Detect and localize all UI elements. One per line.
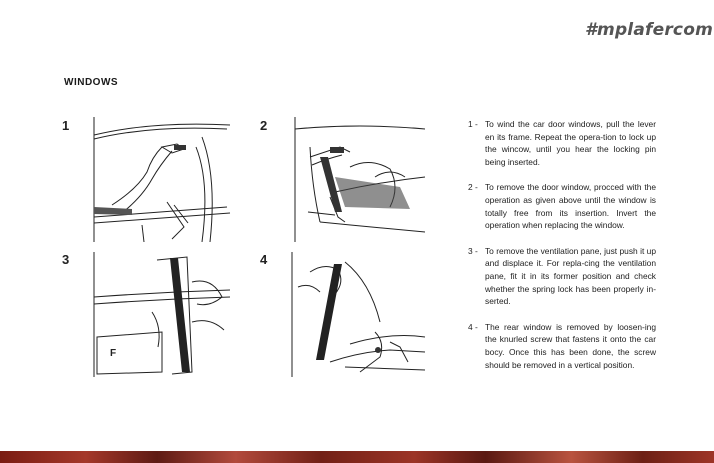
step-number: 2 - xyxy=(468,182,478,193)
instruction-step xyxy=(468,181,656,232)
step-number: 1 - xyxy=(468,119,478,129)
figure-number-1: 1 xyxy=(62,118,70,133)
car-door-window-lever-icon xyxy=(92,117,232,242)
step-number: 3 - xyxy=(468,245,478,256)
svg-text:F: F xyxy=(110,348,117,359)
figure-4-illustration xyxy=(290,252,430,377)
step-text: The rear window is removed by loosen-ing the knurled screw that fastens it onto the car bocy. Once this has been done, the screw should be removed in a vertical position. xyxy=(485,321,656,370)
step-number: 4 - xyxy=(468,321,478,332)
instruction-step xyxy=(468,245,656,309)
instruction-step xyxy=(468,321,656,372)
step-text: To remove the door window, procced with the operation as given above until the window is totally free from its insertion. Invert the operation when replacing the window. xyxy=(485,182,656,231)
step-text: To remove the ventilation pane, just push it up and displace it. For repla-cing the ventilation pane, fit it in its former position and check whether the spring lock has been properly in-serted. xyxy=(485,245,656,307)
rear-window-removal-icon xyxy=(290,252,430,377)
section-title: WINDOWS xyxy=(64,77,119,88)
ventilation-pane-removal-icon xyxy=(92,252,232,377)
instruction-step xyxy=(468,118,656,169)
figure-number-3: 3 xyxy=(62,252,70,267)
figure-1-illustration xyxy=(92,117,232,242)
figure-number-4: 4 xyxy=(260,252,268,267)
watermark-text: #mplafercom xyxy=(585,20,713,40)
figure-2-illustration xyxy=(290,117,430,242)
figure-number-2: 2 xyxy=(260,118,268,133)
page-bottom-band xyxy=(0,451,714,463)
step-text: To wind the car door windows, pull the lever en its frame. Repeat the opera-tion to lock up the wincow, until you hear the locking pin being inserted. xyxy=(485,119,656,168)
door-window-removal-icon xyxy=(290,117,430,242)
figure-3-illustration xyxy=(92,252,232,377)
instruction-list xyxy=(468,118,656,384)
